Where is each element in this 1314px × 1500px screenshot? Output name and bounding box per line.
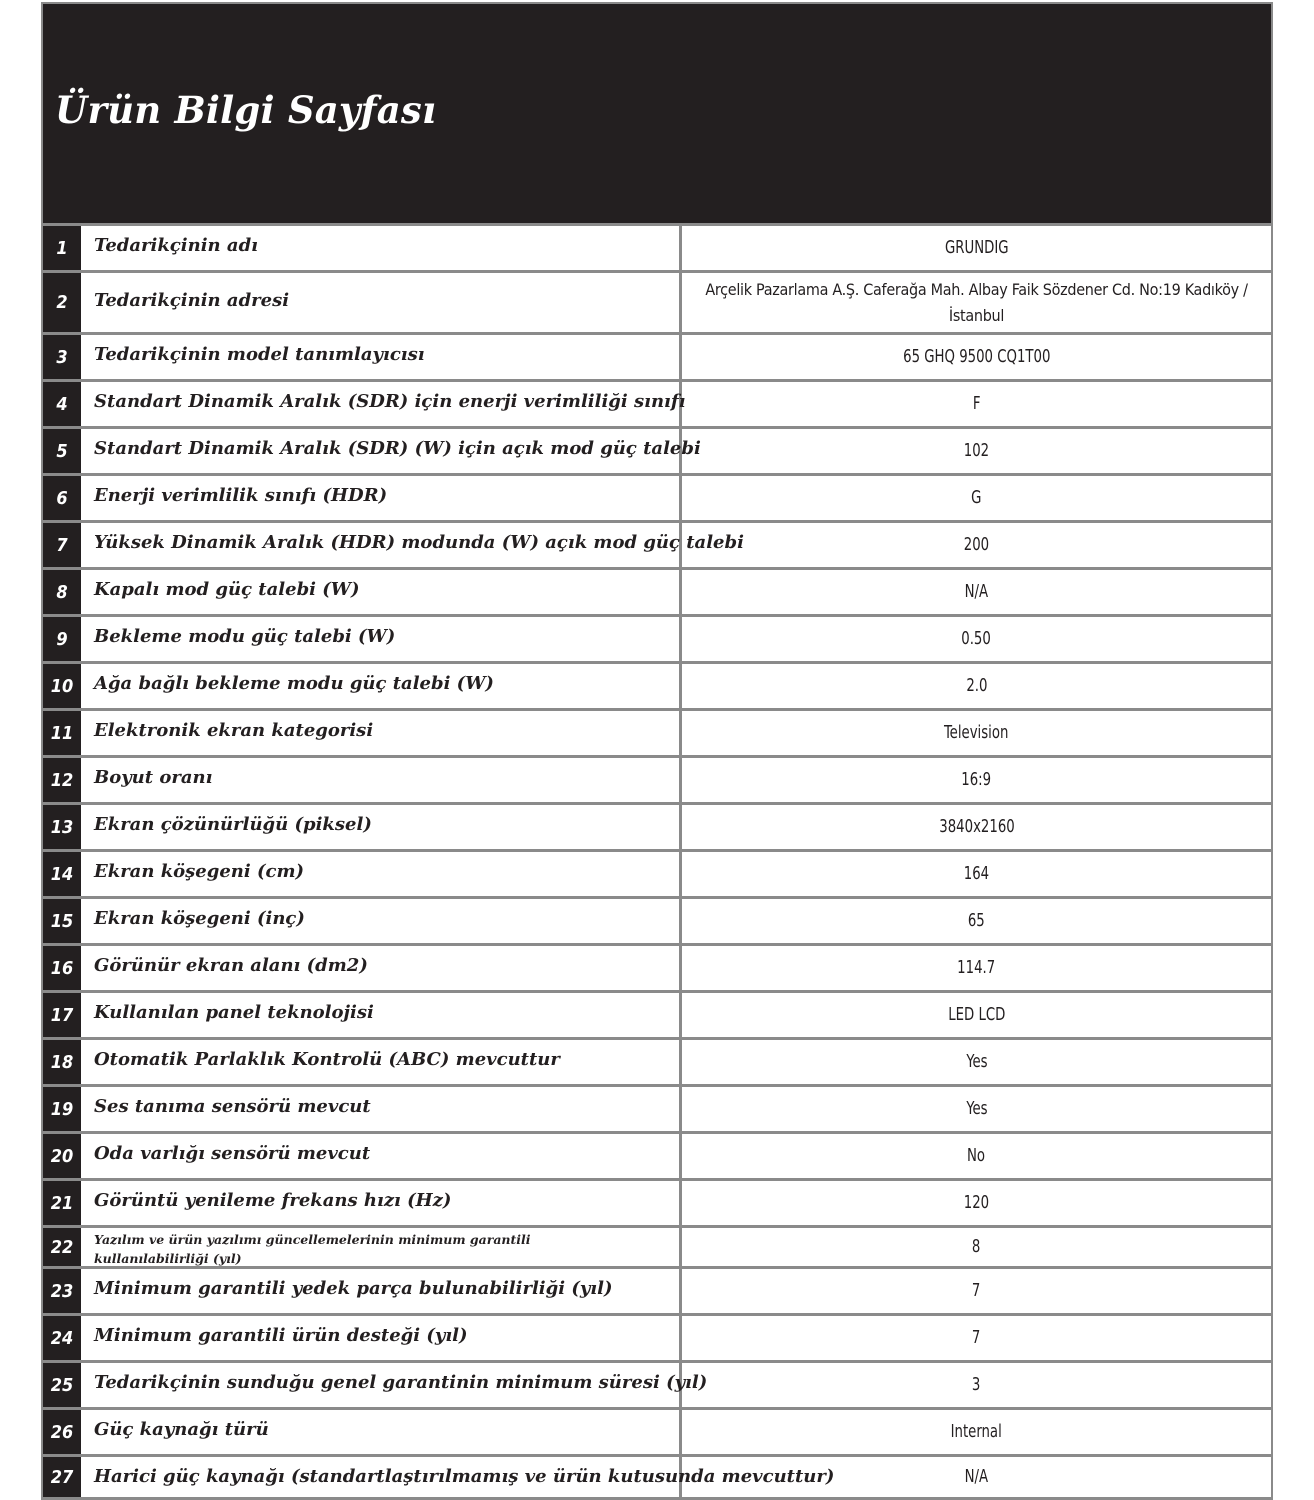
column-divider (679, 946, 682, 990)
column-divider (679, 1134, 682, 1178)
column-divider (679, 899, 682, 943)
table-row (43, 943, 1271, 990)
row-number: 7 (43, 523, 81, 567)
row-label: Tedarikçinin model tanımlayıcısı (94, 344, 425, 365)
column-divider (679, 476, 682, 520)
row-number: 5 (43, 429, 81, 473)
row-value: G (971, 487, 982, 508)
row-label: Yüksek Dinamik Aralık (HDR) modunda (W) açık mod güç talebi (94, 532, 744, 553)
table-row (43, 1178, 1271, 1225)
row-label: Tedarikçinin sunduğu genel garantinin minimum süresi (yıl) (94, 1372, 708, 1393)
column-divider (679, 711, 682, 755)
row-number: 20 (43, 1134, 81, 1178)
row-label: Ekran köşegeni (cm) (94, 861, 305, 882)
column-divider (679, 1040, 682, 1084)
row-number: 4 (43, 382, 81, 426)
row-number: 12 (43, 758, 81, 802)
row-label: Tedarikçinin adresi (94, 290, 290, 311)
row-label: Otomatik Parlaklık Kontrolü (ABC) mevcuttur (94, 1049, 560, 1070)
row-value: 7 (972, 1327, 981, 1348)
row-value: 7 (972, 1280, 981, 1301)
column-divider (679, 758, 682, 802)
table-row (43, 1454, 1271, 1500)
row-value: 102 (963, 440, 990, 461)
row-value: 200 (963, 534, 990, 555)
row-label: Oda varlığı sensörü mevcut (94, 1143, 371, 1164)
row-value: 65 GHQ 9500 CQ1T00 (902, 346, 1051, 367)
table-row (43, 1225, 1271, 1266)
table-row (43, 755, 1271, 802)
row-value: 8 (972, 1236, 981, 1257)
row-label: Boyut oranı (94, 767, 213, 788)
column-divider (679, 335, 682, 379)
row-number: 27 (43, 1457, 81, 1497)
row-value: 3 (972, 1374, 981, 1395)
row-label: Minimum garantili ürün desteği (yıl) (94, 1325, 468, 1346)
row-value: No (967, 1145, 986, 1166)
row-number: 3 (43, 335, 81, 379)
column-divider (679, 664, 682, 708)
table-row (43, 567, 1271, 614)
column-divider (679, 993, 682, 1037)
row-label: Ekran çözünürlüğü (piksel) (94, 814, 372, 835)
page-title: Ürün Bilgi Sayfası (55, 88, 437, 132)
table-row (43, 426, 1271, 473)
row-number: 2 (43, 273, 81, 332)
row-label: Harici güç kaynağı (standartlaştırılmamış ve ürün kutusunda mevcuttur) (94, 1466, 835, 1487)
table-row (43, 379, 1271, 426)
row-label: Kapalı mod güç talebi (W) (94, 579, 360, 600)
table-row (43, 1037, 1271, 1084)
row-label: Görünür ekran alanı (dm2) (94, 955, 368, 976)
row-value: 16:9 (961, 769, 992, 790)
row-number: 21 (43, 1181, 81, 1225)
row-number: 24 (43, 1316, 81, 1360)
row-label: Enerji verimlilik sınıfı (HDR) (94, 485, 388, 506)
table-row (43, 1131, 1271, 1178)
row-number: 1 (43, 226, 81, 270)
table-row (43, 990, 1271, 1037)
table-row (43, 223, 1271, 270)
row-number: 19 (43, 1087, 81, 1131)
row-value: F (972, 393, 981, 414)
row-label: Standart Dinamik Aralık (SDR) (W) için açık mod güç talebi (94, 438, 701, 459)
row-value: Yes (965, 1051, 988, 1072)
row-number: 25 (43, 1363, 81, 1407)
row-value: N/A (964, 1466, 989, 1487)
column-divider (679, 226, 682, 270)
row-label: Elektronik ekran kategorisi (94, 720, 374, 741)
product-info-sheet (41, 2, 1273, 1500)
table-row (43, 473, 1271, 520)
column-divider (679, 1316, 682, 1360)
row-value: 164 (963, 863, 990, 884)
table-row (43, 661, 1271, 708)
table-row (43, 1360, 1271, 1407)
column-divider (679, 1087, 682, 1131)
table-row (43, 332, 1271, 379)
row-value: 3840x2160 (938, 816, 1015, 837)
row-label: Ekran köşegeni (inç) (94, 908, 305, 929)
table-row (43, 708, 1271, 755)
row-number: 16 (43, 946, 81, 990)
row-value: Yes (965, 1098, 988, 1119)
row-label: Yazılım ve ürün yazılımı güncellemelerinin minimum garantili kullanılabilirliği (yıl) (94, 1232, 531, 1266)
column-divider (679, 1181, 682, 1225)
row-label: Görüntü yenileme frekans hızı (Hz) (94, 1190, 452, 1211)
column-divider (679, 805, 682, 849)
column-divider (679, 1228, 682, 1266)
table-row (43, 1266, 1271, 1313)
row-label: Ses tanıma sensörü mevcut (94, 1096, 371, 1117)
row-value: 65 (968, 910, 985, 931)
table-row (43, 1084, 1271, 1131)
row-number: 14 (43, 852, 81, 896)
row-value: 2.0 (965, 675, 988, 696)
table-row (43, 1313, 1271, 1360)
column-divider (679, 617, 682, 661)
row-number: 8 (43, 570, 81, 614)
column-divider (679, 1269, 682, 1313)
row-value: N/A (964, 581, 989, 602)
row-value: LED LCD (947, 1004, 1006, 1025)
row-value: 114.7 (957, 957, 996, 978)
column-divider (679, 273, 682, 332)
spec-table (43, 223, 1271, 1500)
row-label: Güç kaynağı türü (94, 1419, 269, 1440)
row-number: 11 (43, 711, 81, 755)
column-divider (679, 570, 682, 614)
table-row (43, 849, 1271, 896)
row-number: 23 (43, 1269, 81, 1313)
row-number: 22 (43, 1228, 81, 1266)
header-banner (43, 2, 1271, 223)
row-label: Minimum garantili yedek parça bulunabilirliği (yıl) (94, 1278, 613, 1299)
table-row (43, 896, 1271, 943)
row-number: 15 (43, 899, 81, 943)
row-value: Arçelik Pazarlama A.Ş. Caferağa Mah. Albay Faik Sözdener Cd. No:19 Kadıköy / İstanbul (705, 279, 1248, 325)
table-row (43, 802, 1271, 849)
row-value: 0.50 (961, 628, 992, 649)
row-number: 26 (43, 1410, 81, 1454)
row-value: GRUNDIG (944, 237, 1009, 258)
table-row (43, 1407, 1271, 1454)
row-label: Bekleme modu güç talebi (W) (94, 626, 396, 647)
column-divider (679, 852, 682, 896)
row-label: Ağa bağlı bekleme modu güç talebi (W) (94, 673, 494, 694)
row-value: Internal (950, 1421, 1003, 1442)
table-row (43, 270, 1271, 332)
row-value: Television (944, 722, 1009, 743)
row-label: Standart Dinamik Aralık (SDR) için enerji verimliliği sınıfı (94, 391, 686, 412)
column-divider (679, 1410, 682, 1454)
row-label: Kullanılan panel teknolojisi (94, 1002, 374, 1023)
row-number: 10 (43, 664, 81, 708)
row-number: 9 (43, 617, 81, 661)
table-row (43, 614, 1271, 661)
row-number: 13 (43, 805, 81, 849)
row-number: 6 (43, 476, 81, 520)
row-number: 18 (43, 1040, 81, 1084)
table-row (43, 520, 1271, 567)
row-label: Tedarikçinin adı (94, 235, 258, 256)
row-value: 120 (963, 1192, 990, 1213)
row-number: 17 (43, 993, 81, 1037)
